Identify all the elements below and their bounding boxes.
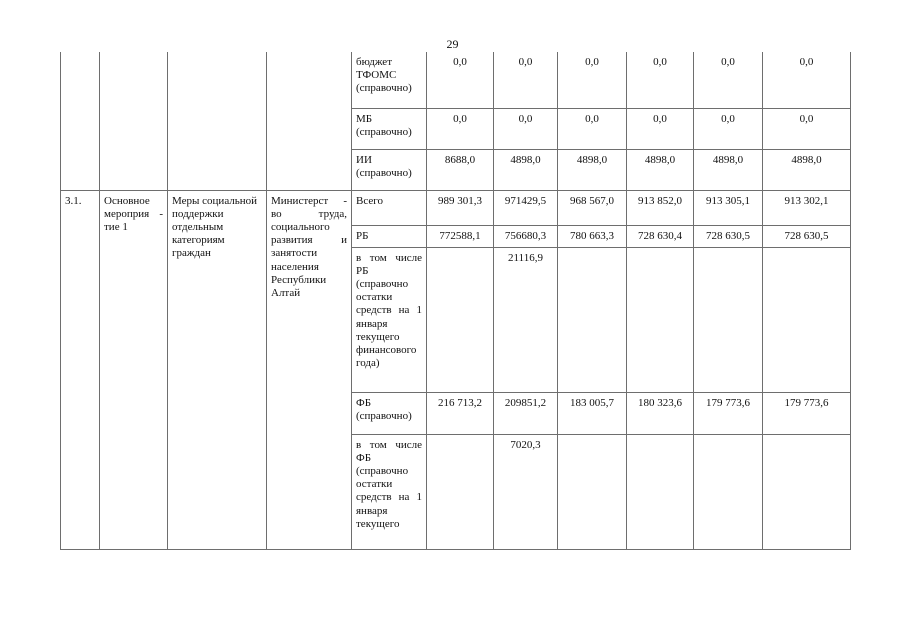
value-cell: 4898,0 [494, 149, 558, 190]
value-cell: 0,0 [694, 108, 763, 149]
value-cell: 8688,0 [427, 149, 494, 190]
value-cell: 0,0 [558, 108, 627, 149]
value-cell: 180 323,6 [627, 392, 694, 434]
value-cell: 971429,5 [494, 190, 558, 225]
value-cell: 756680,3 [494, 225, 558, 247]
funding-source-label: РБ [352, 225, 427, 247]
page-number: 29 [446, 37, 459, 51]
value-cell: 728 630,4 [627, 225, 694, 247]
value-cell: 4898,0 [694, 149, 763, 190]
value-cell [558, 247, 627, 392]
item-type: Основное мероприя - тие 1 [100, 190, 168, 549]
value-cell: 209851,2 [494, 392, 558, 434]
value-cell [427, 434, 494, 549]
value-cell: 0,0 [427, 108, 494, 149]
value-cell [694, 434, 763, 549]
funding-source-label: Всего [352, 190, 427, 225]
value-cell: 179 773,6 [763, 392, 851, 434]
funding-source-label: ИИ (справочно) [352, 149, 427, 190]
value-cell: 728 630,5 [763, 225, 851, 247]
funding-source-label: ФБ (справочно) [352, 392, 427, 434]
value-cell: 913 302,1 [763, 190, 851, 225]
value-cell: 0,0 [427, 52, 494, 108]
value-cell: 183 005,7 [558, 392, 627, 434]
item-name: Меры социальной поддержки отдельным категориям граждан [168, 190, 267, 549]
value-cell: 728 630,5 [694, 225, 763, 247]
table-row [61, 52, 851, 108]
value-cell: 216 713,2 [427, 392, 494, 434]
value-cell [694, 247, 763, 392]
value-cell: 772588,1 [427, 225, 494, 247]
continued-cell [267, 52, 352, 190]
value-cell: 4898,0 [763, 149, 851, 190]
value-cell [558, 434, 627, 549]
value-cell: 913 305,1 [694, 190, 763, 225]
funding-source-label: в том числе ФБ (справочно остатки средств на 1 января текущего [352, 434, 427, 549]
item-number: 3.1. [61, 190, 100, 549]
value-cell: 989 301,3 [427, 190, 494, 225]
value-cell: 780 663,3 [558, 225, 627, 247]
value-cell: 179 773,6 [694, 392, 763, 434]
budget-table-body [61, 52, 851, 549]
funding-source-label: МБ (справочно) [352, 108, 427, 149]
value-cell: 0,0 [763, 52, 851, 108]
value-cell [763, 247, 851, 392]
value-cell: 7020,3 [494, 434, 558, 549]
value-cell: 21116,9 [494, 247, 558, 392]
value-cell [763, 434, 851, 549]
value-cell [627, 247, 694, 392]
value-cell [427, 247, 494, 392]
value-cell: 4898,0 [558, 149, 627, 190]
budget-table [60, 52, 851, 550]
value-cell: 0,0 [694, 52, 763, 108]
value-cell [627, 434, 694, 549]
value-cell: 0,0 [627, 52, 694, 108]
funding-source-label: бюджет ТФОМС (справочно) [352, 52, 427, 108]
value-cell: 0,0 [763, 108, 851, 149]
funding-source-label: в том числе РБ (справочно остатки средств на 1 января текущего финансового года) [352, 247, 427, 392]
table-row [61, 190, 851, 225]
value-cell: 0,0 [494, 52, 558, 108]
continued-cell [100, 52, 168, 190]
value-cell: 913 852,0 [627, 190, 694, 225]
value-cell: 968 567,0 [558, 190, 627, 225]
value-cell: 0,0 [494, 108, 558, 149]
continued-cell [61, 52, 100, 190]
continued-cell [168, 52, 267, 190]
value-cell: 4898,0 [627, 149, 694, 190]
value-cell: 0,0 [558, 52, 627, 108]
value-cell: 0,0 [627, 108, 694, 149]
item-executor: Министерст - во труда, социального развития и занятости населения Республики Алтай [267, 190, 352, 549]
